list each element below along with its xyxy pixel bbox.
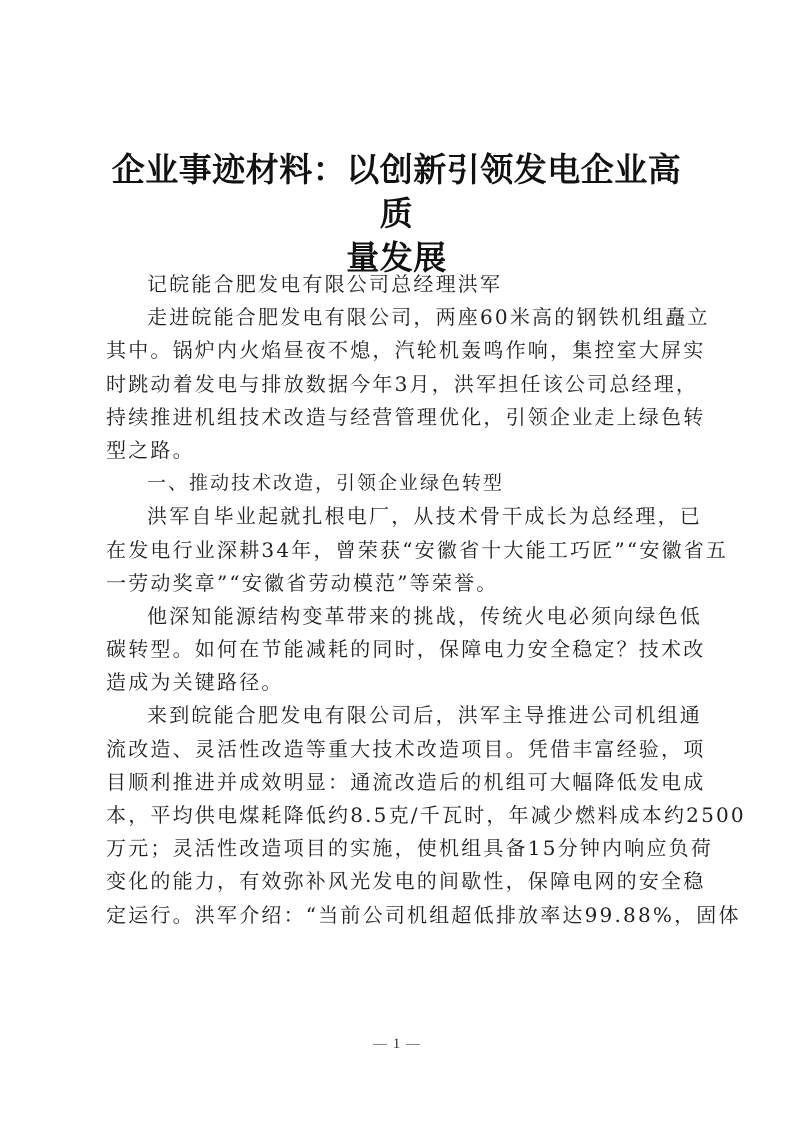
- title-line-2: 量发展: [346, 238, 447, 277]
- body-line: 在发电行业深耕34年，曾荣获“安徽省十大能工巧匠”“安徽省五: [106, 537, 729, 562]
- body-line: 洪军自毕业起就扎根电厂，从技术骨干成长为总经理，已: [147, 504, 702, 529]
- body-line: 他深知能源结构变革带来的挑战，传统火电必须向绿色低: [147, 603, 702, 628]
- document-title: [100, 148, 693, 280]
- dash-left: [373, 1044, 387, 1045]
- body-line: 定运行。洪军介绍：“当前公司机组超低排放率达99.88%，固体: [106, 902, 741, 927]
- body-line: 本，平均供电煤耗降低约8.5克/千瓦时，年减少燃料成本约2500: [106, 803, 746, 827]
- body-line: 目顺利推进并成效明显：通流改造后的机组可大幅降低发电成: [106, 769, 706, 794]
- body-line: 一劳动奖章”“安徽省劳动模范”等荣誉。: [106, 570, 499, 595]
- body-line: 来到皖能合肥发电有限公司后，洪军主导推进公司机组通: [147, 703, 702, 728]
- body-line: 造成为关键路径。: [106, 670, 284, 695]
- body-line: 变化的能力，有效弥补风光发电的间歇性，保障电网的安全稳: [106, 869, 706, 894]
- body-line: 型之路。: [106, 437, 195, 462]
- byline: 记皖能合肥发电有限公司总经理洪军: [147, 272, 503, 296]
- page-number: 1: [392, 1036, 401, 1052]
- document-body: [106, 268, 746, 932]
- body-line: 走进皖能合肥发电有限公司，两座60米高的钢铁机组矗立: [147, 305, 710, 330]
- page-footer: [0, 1036, 793, 1053]
- dash-right: [406, 1044, 420, 1045]
- body-line: 其中。锅炉内火焰昼夜不熄，汽轮机轰鸣作响，集控室大屏实: [106, 338, 706, 363]
- body-line: 持续推进机组技术改造与经营管理优化，引领企业走上绿色转: [106, 404, 706, 429]
- body-line: 万元；灵活性改造项目的实施，使机组具备15分钟内响应负荷: [106, 836, 714, 861]
- title-line-1: 企业事迹材料：以创新引领发电企业高质: [111, 150, 682, 233]
- body-line: 流改造、灵活性改造等重大技术改造项目。凭借丰富经验，项: [106, 736, 706, 761]
- body-line: 时跳动着发电与排放数据今年3月，洪军担任该公司总经理，: [106, 371, 699, 396]
- body-line: 碳转型。如何在节能减耗的同时，保障电力安全稳定？技术改: [106, 637, 706, 662]
- section-heading: 一、推动技术改造，引领企业绿色转型: [147, 472, 505, 495]
